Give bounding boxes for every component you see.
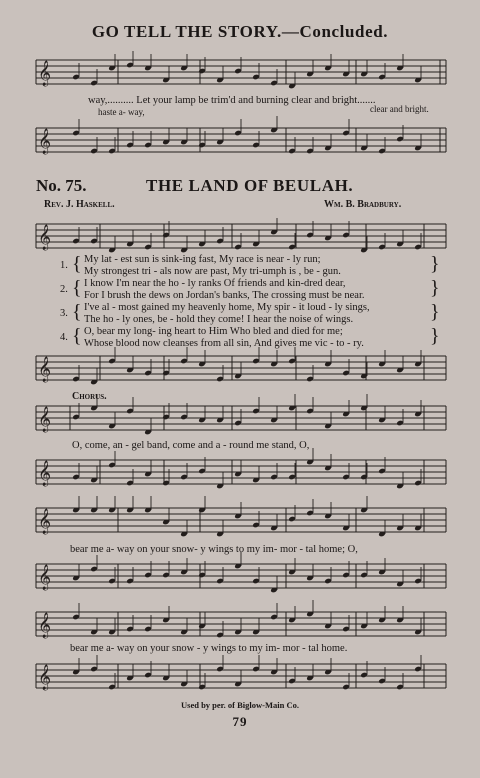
top-lyric-sub-right: clear and bright. — [370, 104, 429, 114]
hymn-title: THE LAND OF BEULAH. — [146, 176, 354, 195]
verse-number: 2. — [60, 284, 68, 295]
verse-line-b: The ho - ly ones, be - hold they come! I hear the noise of wings. — [84, 314, 354, 325]
brace-glyph: { — [72, 253, 82, 275]
chorus-line-1: O, come, an - gel band, come and a - round me stand, O, — [72, 440, 310, 451]
chorus-line-2: bear me a- way on your snow- y wings to my im- mor - tal home; O, — [70, 544, 358, 555]
verse-number: 4. — [60, 332, 68, 343]
clef-icon: 𝄞 — [38, 665, 52, 690]
chorus-label: Chorus. — [72, 391, 107, 402]
verse-number: 3. — [60, 308, 68, 319]
brace-glyph: { — [72, 277, 82, 299]
clef-icon: 𝄞 — [38, 407, 52, 432]
lyricist-credit: Rev. J. Haskell. — [44, 199, 115, 210]
brace-glyph: { — [72, 325, 82, 347]
verse-line-a: I've al - most gained my heavenly home, My spir - it loud - ly sings, — [84, 302, 370, 313]
brace-glyph: } — [430, 301, 440, 323]
clef-icon: 𝄞 — [38, 225, 52, 250]
composer-credit: Wm. B. Bradbury. — [324, 199, 402, 210]
brace-glyph: } — [430, 253, 440, 275]
verse-line-b: My strongest tri - als now are past, My tri-umph is , be - gun. — [84, 266, 341, 277]
brace-glyph: { — [72, 301, 82, 323]
clef-icon: 𝄞 — [38, 61, 52, 86]
page-number: 79 — [232, 714, 248, 729]
clef-icon: 𝄞 — [38, 461, 52, 486]
clef-icon: 𝄞 — [38, 357, 52, 382]
verse-line-a: I know I'm near the ho - ly ranks Of friends and kin-dred dear, — [84, 278, 346, 289]
top-lyric-sub-left: haste a- way, — [98, 107, 145, 117]
clef-icon: 𝄞 — [38, 509, 52, 534]
brace-glyph: } — [430, 325, 440, 347]
clef-icon: 𝄞 — [38, 129, 52, 154]
clef-icon: 𝄞 — [38, 613, 52, 638]
brace-glyph: } — [430, 277, 440, 299]
clef-icon: 𝄞 — [38, 565, 52, 590]
verse-number: 1. — [60, 260, 68, 271]
hymn-number: No. 75. — [36, 176, 87, 195]
verse-line-a: My lat - est sun is sink-ing fast, My race is near - ly run; — [84, 254, 321, 265]
verses-block — [58, 254, 438, 350]
verse-4 — [58, 326, 438, 350]
top-lyric-line: way,.......... Let your lamp be trim'd and burning clear and bright....... — [88, 95, 376, 106]
permission-note: Used by per. of Biglow-Main Co. — [181, 700, 299, 710]
verse-line-a: O, bear my long- ing heart to Him Who bled and died for me; — [84, 326, 343, 337]
chorus-line-3: bear me a- way on your snow - y wings to my im- mor - tal home. — [70, 643, 348, 654]
verse-3 — [58, 302, 438, 326]
verse-line-b: For I brush the dews on Jordan's banks, The crossing must be near. — [84, 290, 365, 301]
verse-2 — [58, 278, 438, 302]
verse-line-b: Whose blood now cleanses from all sin, And gives me vic - to - ry. — [84, 338, 364, 349]
continued-title: GO TELL THE STORY.—Concluded. — [91, 22, 389, 41]
verse-1 — [58, 254, 438, 278]
